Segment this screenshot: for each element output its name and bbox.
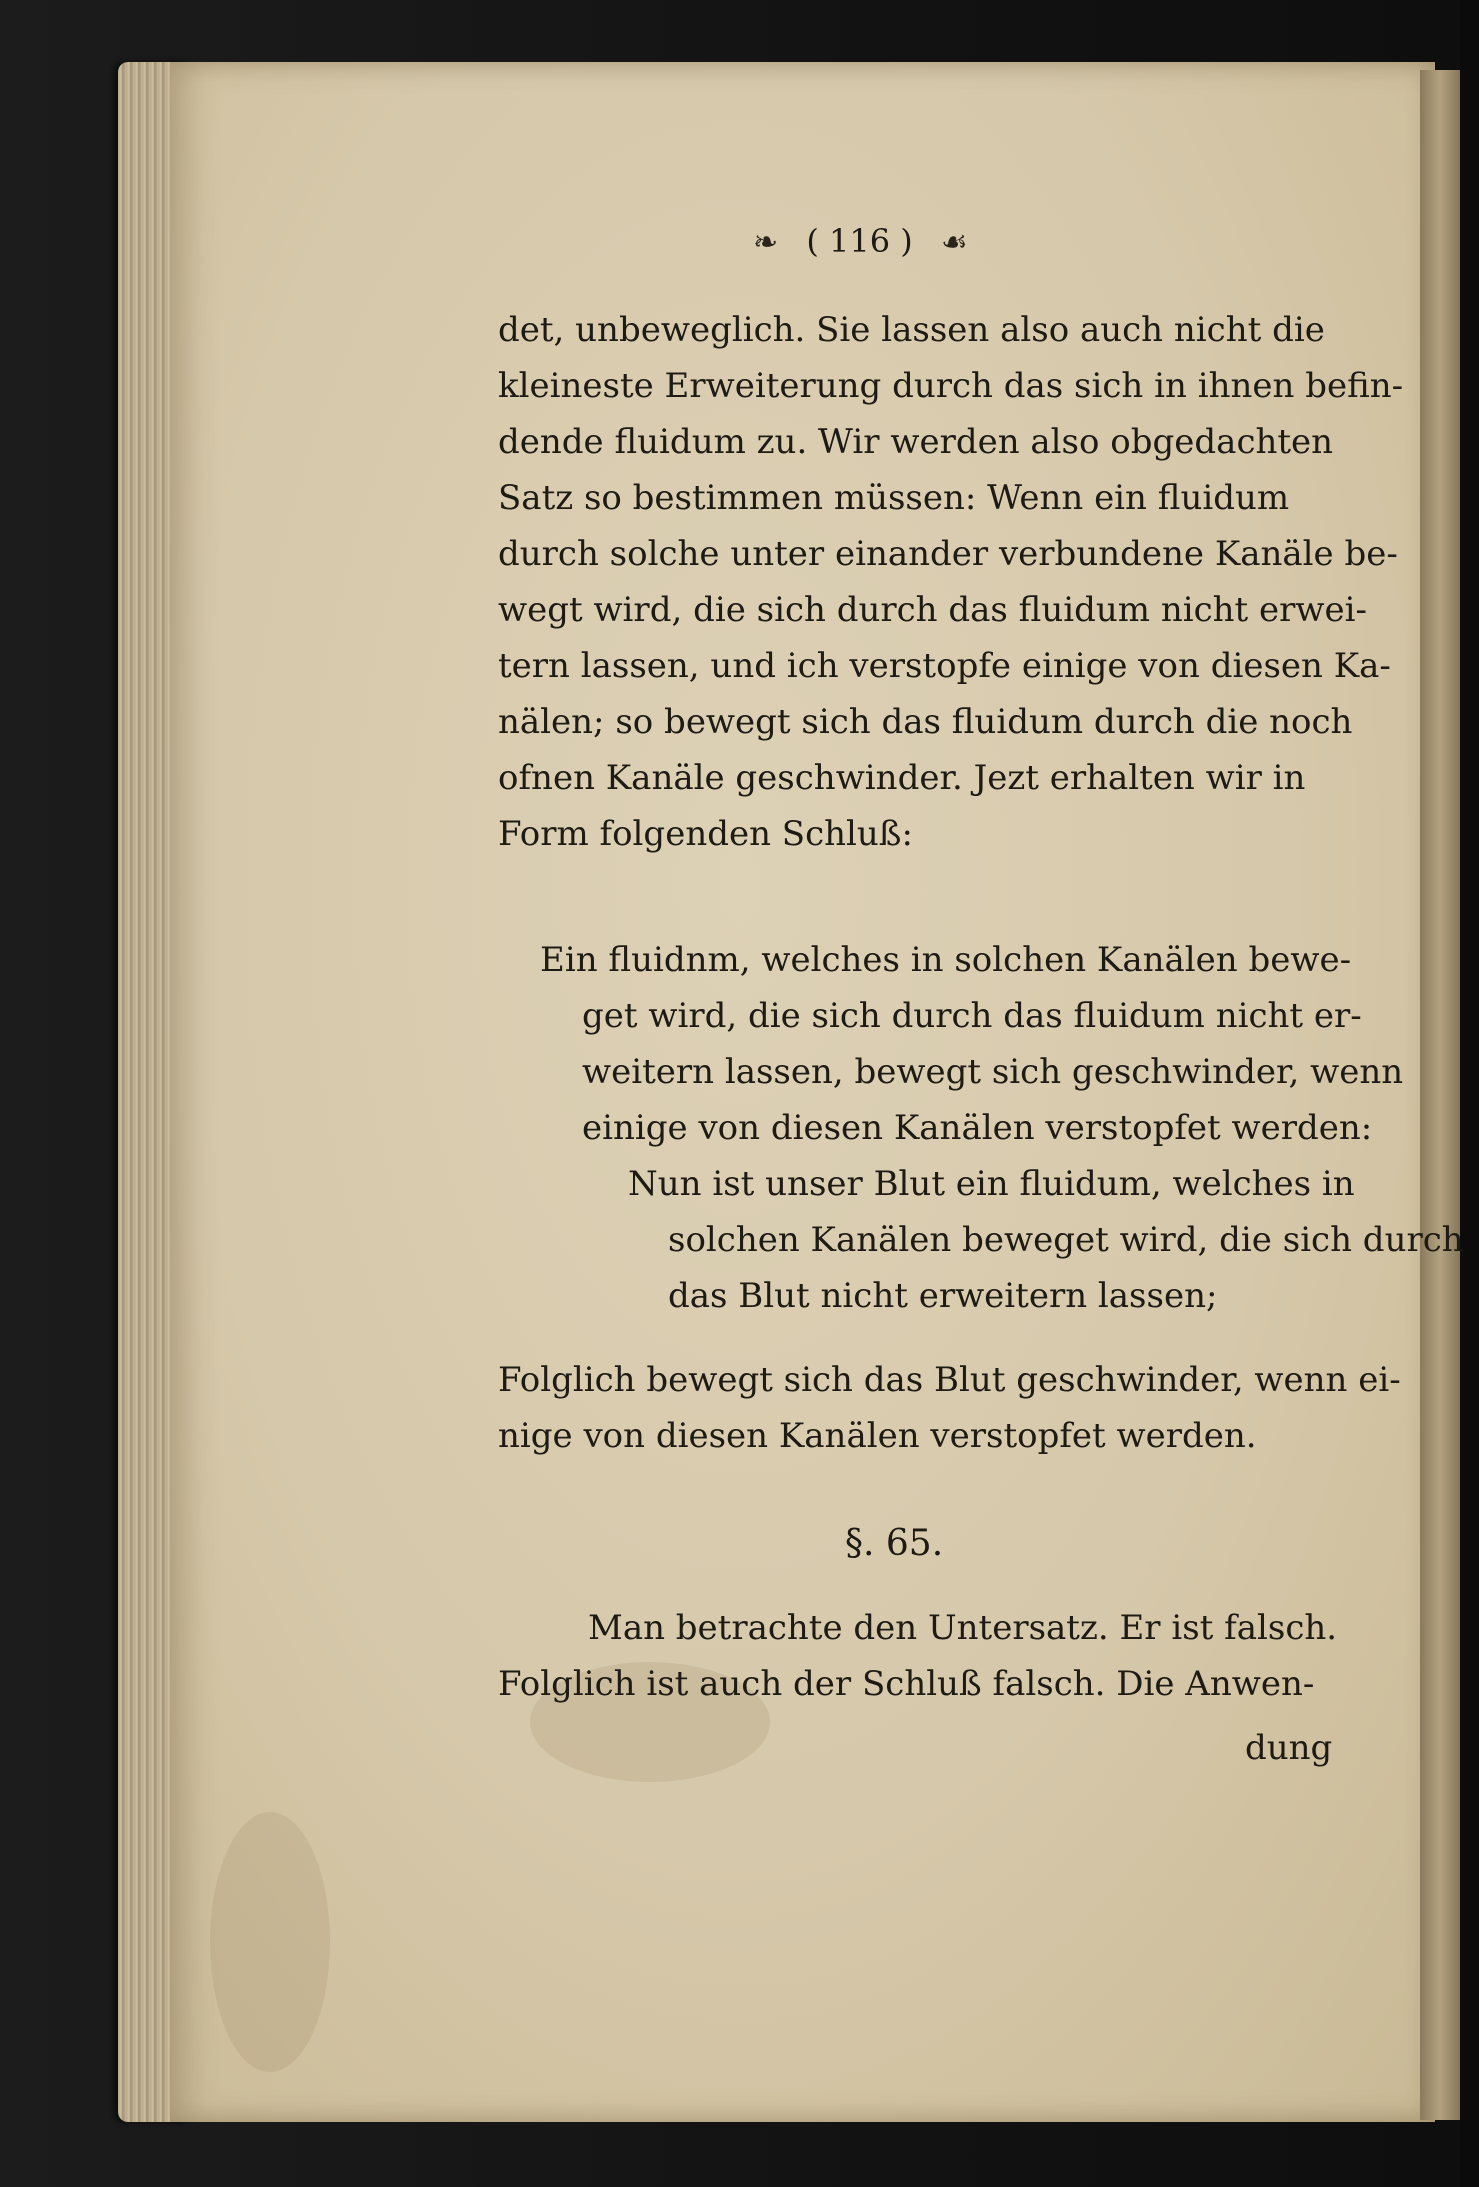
text-line: das Blut nicht erweitern lassen; xyxy=(668,1276,1218,1316)
text-line: Folglich bewegt sich das Blut geschwinder, wenn ei- xyxy=(498,1360,1401,1400)
text-line: Nun ist unser Blut ein fluidum, welches in xyxy=(628,1164,1355,1204)
text-line: ofnen Kanäle geschwinder. Jezt erhalten wir in xyxy=(498,758,1306,798)
right-ornament-icon: ☙ xyxy=(940,225,968,260)
text-line: weitern lassen, bewegt sich geschwinder, wenn xyxy=(582,1052,1404,1092)
text-line: kleineste Erweiterung durch das sich in ihnen befin- xyxy=(498,366,1404,406)
page-header xyxy=(735,222,986,260)
page-number: ( 116 ) xyxy=(806,222,913,260)
text-line: wegt wird, die sich durch das fluidum nicht erwei- xyxy=(498,590,1367,630)
syllogism-major-premise xyxy=(582,988,1403,1156)
text-line: nälen; so bewegt sich das fluidum durch die noch xyxy=(498,702,1353,742)
text-line: Form folgenden Schluß: xyxy=(498,814,913,854)
text-line: nige von diesen Kanälen verstopfet werden. xyxy=(498,1416,1257,1456)
section-paragraph xyxy=(498,1600,1337,1712)
text-line: einige von diesen Kanälen verstopfet werden: xyxy=(582,1108,1373,1148)
text-line: durch solche unter einander verbundene Kanäle be- xyxy=(498,534,1398,574)
text-line: dende fluidum zu. Wir werden also obgedachten xyxy=(498,422,1334,462)
text-line: Ein fluidnm, welches in solchen Kanälen bewe- xyxy=(540,940,1352,980)
text-line: Folglich ist auch der Schluß falsch. Die Anwen- xyxy=(498,1664,1315,1704)
syllogism-minor-premise-first xyxy=(628,1156,1355,1212)
left-ornament-icon: ❧ xyxy=(753,225,779,260)
body-paragraph xyxy=(498,302,1403,862)
text-line: tern lassen, und ich verstopfe einige von diesen Ka- xyxy=(498,646,1391,686)
text-line: Man betrachte den Untersatz. Er ist falsch. xyxy=(588,1608,1338,1648)
section-heading: §. 65. xyxy=(845,1523,944,1564)
text-line: solchen Kanälen beweget wird, die sich durch xyxy=(668,1220,1464,1260)
syllogism-major-premise-first xyxy=(540,932,1351,988)
text-line: Satz so bestimmen müssen: Wenn ein fluidum xyxy=(498,478,1290,518)
scan-edge xyxy=(1460,0,1479,2187)
syllogism-conclusion xyxy=(498,1352,1401,1464)
catchword: dung xyxy=(1245,1728,1333,1768)
text-line: get wird, die sich durch das fluidum nicht er- xyxy=(582,996,1362,1036)
paper-stain xyxy=(210,1812,330,2072)
syllogism-minor-premise xyxy=(668,1212,1464,1324)
text-line: det, unbeweglich. Sie lassen also auch nicht die xyxy=(498,310,1325,350)
